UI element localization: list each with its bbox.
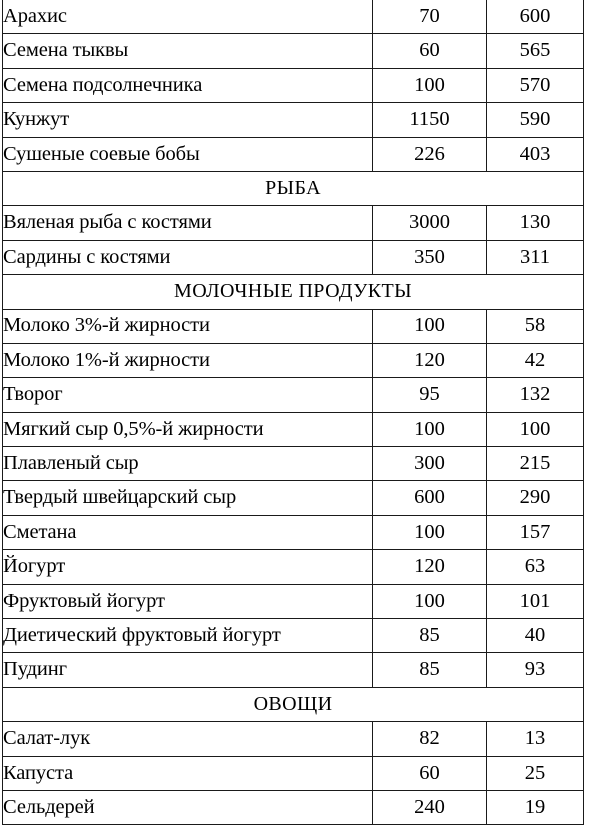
value-b-cell: 130 — [487, 206, 584, 240]
value-a-cell: 226 — [373, 137, 487, 171]
value-a-cell: 70 — [373, 0, 487, 34]
food-name-cell: Твердый швейцарский сыр — [3, 481, 373, 515]
food-name-cell: Сметана — [3, 515, 373, 549]
value-b-cell: 58 — [487, 309, 584, 343]
table-row — [3, 412, 584, 446]
value-a-cell: 120 — [373, 550, 487, 584]
value-b-cell: 403 — [487, 137, 584, 171]
value-b-cell: 13 — [487, 722, 584, 756]
food-name-cell: Вяленая рыба с костями — [3, 206, 373, 240]
value-b-cell: 40 — [487, 619, 584, 653]
value-a-cell: 85 — [373, 619, 487, 653]
food-name-cell: Арахис — [3, 0, 373, 34]
value-a-cell: 300 — [373, 447, 487, 481]
table-section-header-row — [3, 687, 584, 721]
value-b-cell: 311 — [487, 240, 584, 274]
table-row — [3, 481, 584, 515]
food-name-cell: Сардины с костями — [3, 240, 373, 274]
value-a-cell: 240 — [373, 790, 487, 824]
table-row — [3, 790, 584, 824]
food-name-cell: Семена тыквы — [3, 34, 373, 68]
table-section-header-row — [3, 171, 584, 205]
value-a-cell: 100 — [373, 412, 487, 446]
value-a-cell: 120 — [373, 343, 487, 377]
value-b-cell: 290 — [487, 481, 584, 515]
value-b-cell: 157 — [487, 515, 584, 549]
value-a-cell: 100 — [373, 515, 487, 549]
table-row — [3, 206, 584, 240]
food-name-cell: Молоко 1%-й жирности — [3, 343, 373, 377]
value-b-cell: 100 — [487, 412, 584, 446]
value-b-cell: 565 — [487, 34, 584, 68]
value-a-cell: 100 — [373, 68, 487, 102]
value-b-cell: 25 — [487, 756, 584, 790]
section-header-label: МОЛОЧНЫЕ ПРОДУКТЫ — [3, 275, 584, 309]
value-a-cell: 60 — [373, 756, 487, 790]
table-row — [3, 378, 584, 412]
value-b-cell: 101 — [487, 584, 584, 618]
table-body — [3, 0, 584, 825]
food-name-cell: Кунжут — [3, 103, 373, 137]
table-row — [3, 515, 584, 549]
section-header-label: РЫБА — [3, 171, 584, 205]
food-name-cell: Сельдерей — [3, 790, 373, 824]
value-a-cell: 350 — [373, 240, 487, 274]
table-row — [3, 68, 584, 102]
food-name-cell: Плавленый сыр — [3, 447, 373, 481]
value-a-cell: 85 — [373, 653, 487, 687]
table-row — [3, 756, 584, 790]
table-row — [3, 0, 584, 34]
food-name-cell: Сушеные соевые бобы — [3, 137, 373, 171]
value-a-cell: 100 — [373, 584, 487, 618]
food-name-cell: Диетический фруктовый йогурт — [3, 619, 373, 653]
food-name-cell: Мягкий сыр 0,5%-й жирности — [3, 412, 373, 446]
table-row — [3, 550, 584, 584]
table-row — [3, 447, 584, 481]
food-name-cell: Фруктовый йогурт — [3, 584, 373, 618]
value-a-cell: 82 — [373, 722, 487, 756]
table-row — [3, 34, 584, 68]
value-b-cell: 570 — [487, 68, 584, 102]
section-header-label: ОВОЩИ — [3, 687, 584, 721]
value-b-cell: 215 — [487, 447, 584, 481]
food-name-cell: Пудинг — [3, 653, 373, 687]
table-row — [3, 619, 584, 653]
nutrition-table — [2, 0, 584, 825]
value-b-cell: 132 — [487, 378, 584, 412]
table-row — [3, 343, 584, 377]
value-a-cell: 100 — [373, 309, 487, 343]
table-row — [3, 103, 584, 137]
value-a-cell: 1150 — [373, 103, 487, 137]
value-b-cell: 19 — [487, 790, 584, 824]
value-b-cell: 42 — [487, 343, 584, 377]
food-name-cell: Салат-лук — [3, 722, 373, 756]
value-b-cell: 63 — [487, 550, 584, 584]
table-row — [3, 137, 584, 171]
value-b-cell: 590 — [487, 103, 584, 137]
table-row — [3, 653, 584, 687]
table-section-header-row — [3, 275, 584, 309]
table-row — [3, 309, 584, 343]
food-name-cell: Молоко 3%-й жирности — [3, 309, 373, 343]
value-a-cell: 60 — [373, 34, 487, 68]
food-name-cell: Капуста — [3, 756, 373, 790]
table-row — [3, 722, 584, 756]
food-name-cell: Творог — [3, 378, 373, 412]
value-a-cell: 3000 — [373, 206, 487, 240]
value-b-cell: 93 — [487, 653, 584, 687]
table-row — [3, 240, 584, 274]
value-a-cell: 95 — [373, 378, 487, 412]
food-name-cell: Йогурт — [3, 550, 373, 584]
value-b-cell: 600 — [487, 0, 584, 34]
table-row — [3, 584, 584, 618]
value-a-cell: 600 — [373, 481, 487, 515]
food-name-cell: Семена подсолнечника — [3, 68, 373, 102]
